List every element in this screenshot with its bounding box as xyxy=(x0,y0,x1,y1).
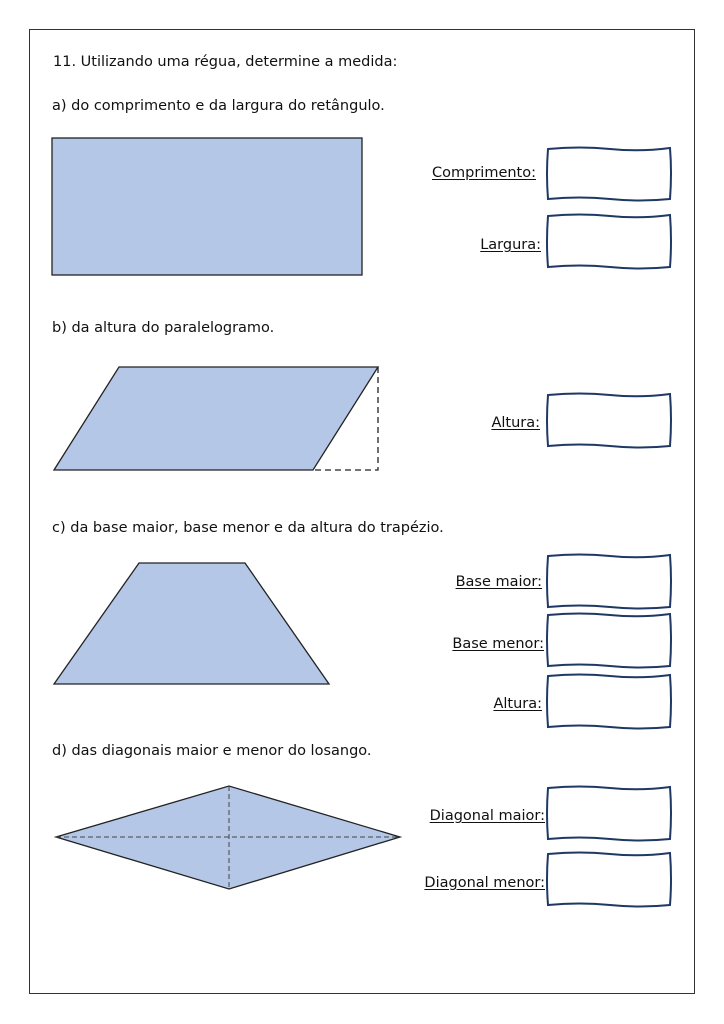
label-comprimento: Comprimento: xyxy=(432,165,536,181)
answer-box-diagonal-maior[interactable] xyxy=(547,787,671,841)
label-diagonal-maior: Diagonal maior: xyxy=(429,808,545,824)
label-base-menor: Base menor: xyxy=(452,636,544,652)
prompt-a: a) do comprimento e da largura do retângulo. xyxy=(52,98,385,114)
label-diagonal-menor: Diagonal menor: xyxy=(424,875,545,891)
prompt-d: d) das diagonais maior e menor do losango. xyxy=(52,743,372,759)
label-largura: Largura: xyxy=(480,237,541,253)
answer-box-largura[interactable] xyxy=(547,215,671,269)
label-base-maior: Base maior: xyxy=(455,574,542,590)
parallelogram-figure xyxy=(54,367,378,470)
answer-box-altura-trapezio[interactable] xyxy=(547,675,671,729)
label-altura-paralelogramo: Altura: xyxy=(491,415,540,431)
answer-box-base-menor[interactable] xyxy=(547,614,671,668)
label-altura-trapezio: Altura: xyxy=(493,696,542,712)
prompt-c: c) da base maior, base menor e da altura do trapézio. xyxy=(52,520,444,536)
answer-box-diagonal-menor[interactable] xyxy=(547,853,671,907)
answer-box-altura-paralelogramo[interactable] xyxy=(547,394,671,448)
prompt-b: b) da altura do paralelogramo. xyxy=(52,320,275,336)
exercise-title: 11. Utilizando uma régua, determine a medida: xyxy=(53,54,398,70)
answer-box-comprimento[interactable] xyxy=(547,148,671,201)
rectangle-figure xyxy=(52,138,362,275)
trapezoid-figure xyxy=(54,563,329,684)
answer-box-base-maior[interactable] xyxy=(547,555,671,609)
